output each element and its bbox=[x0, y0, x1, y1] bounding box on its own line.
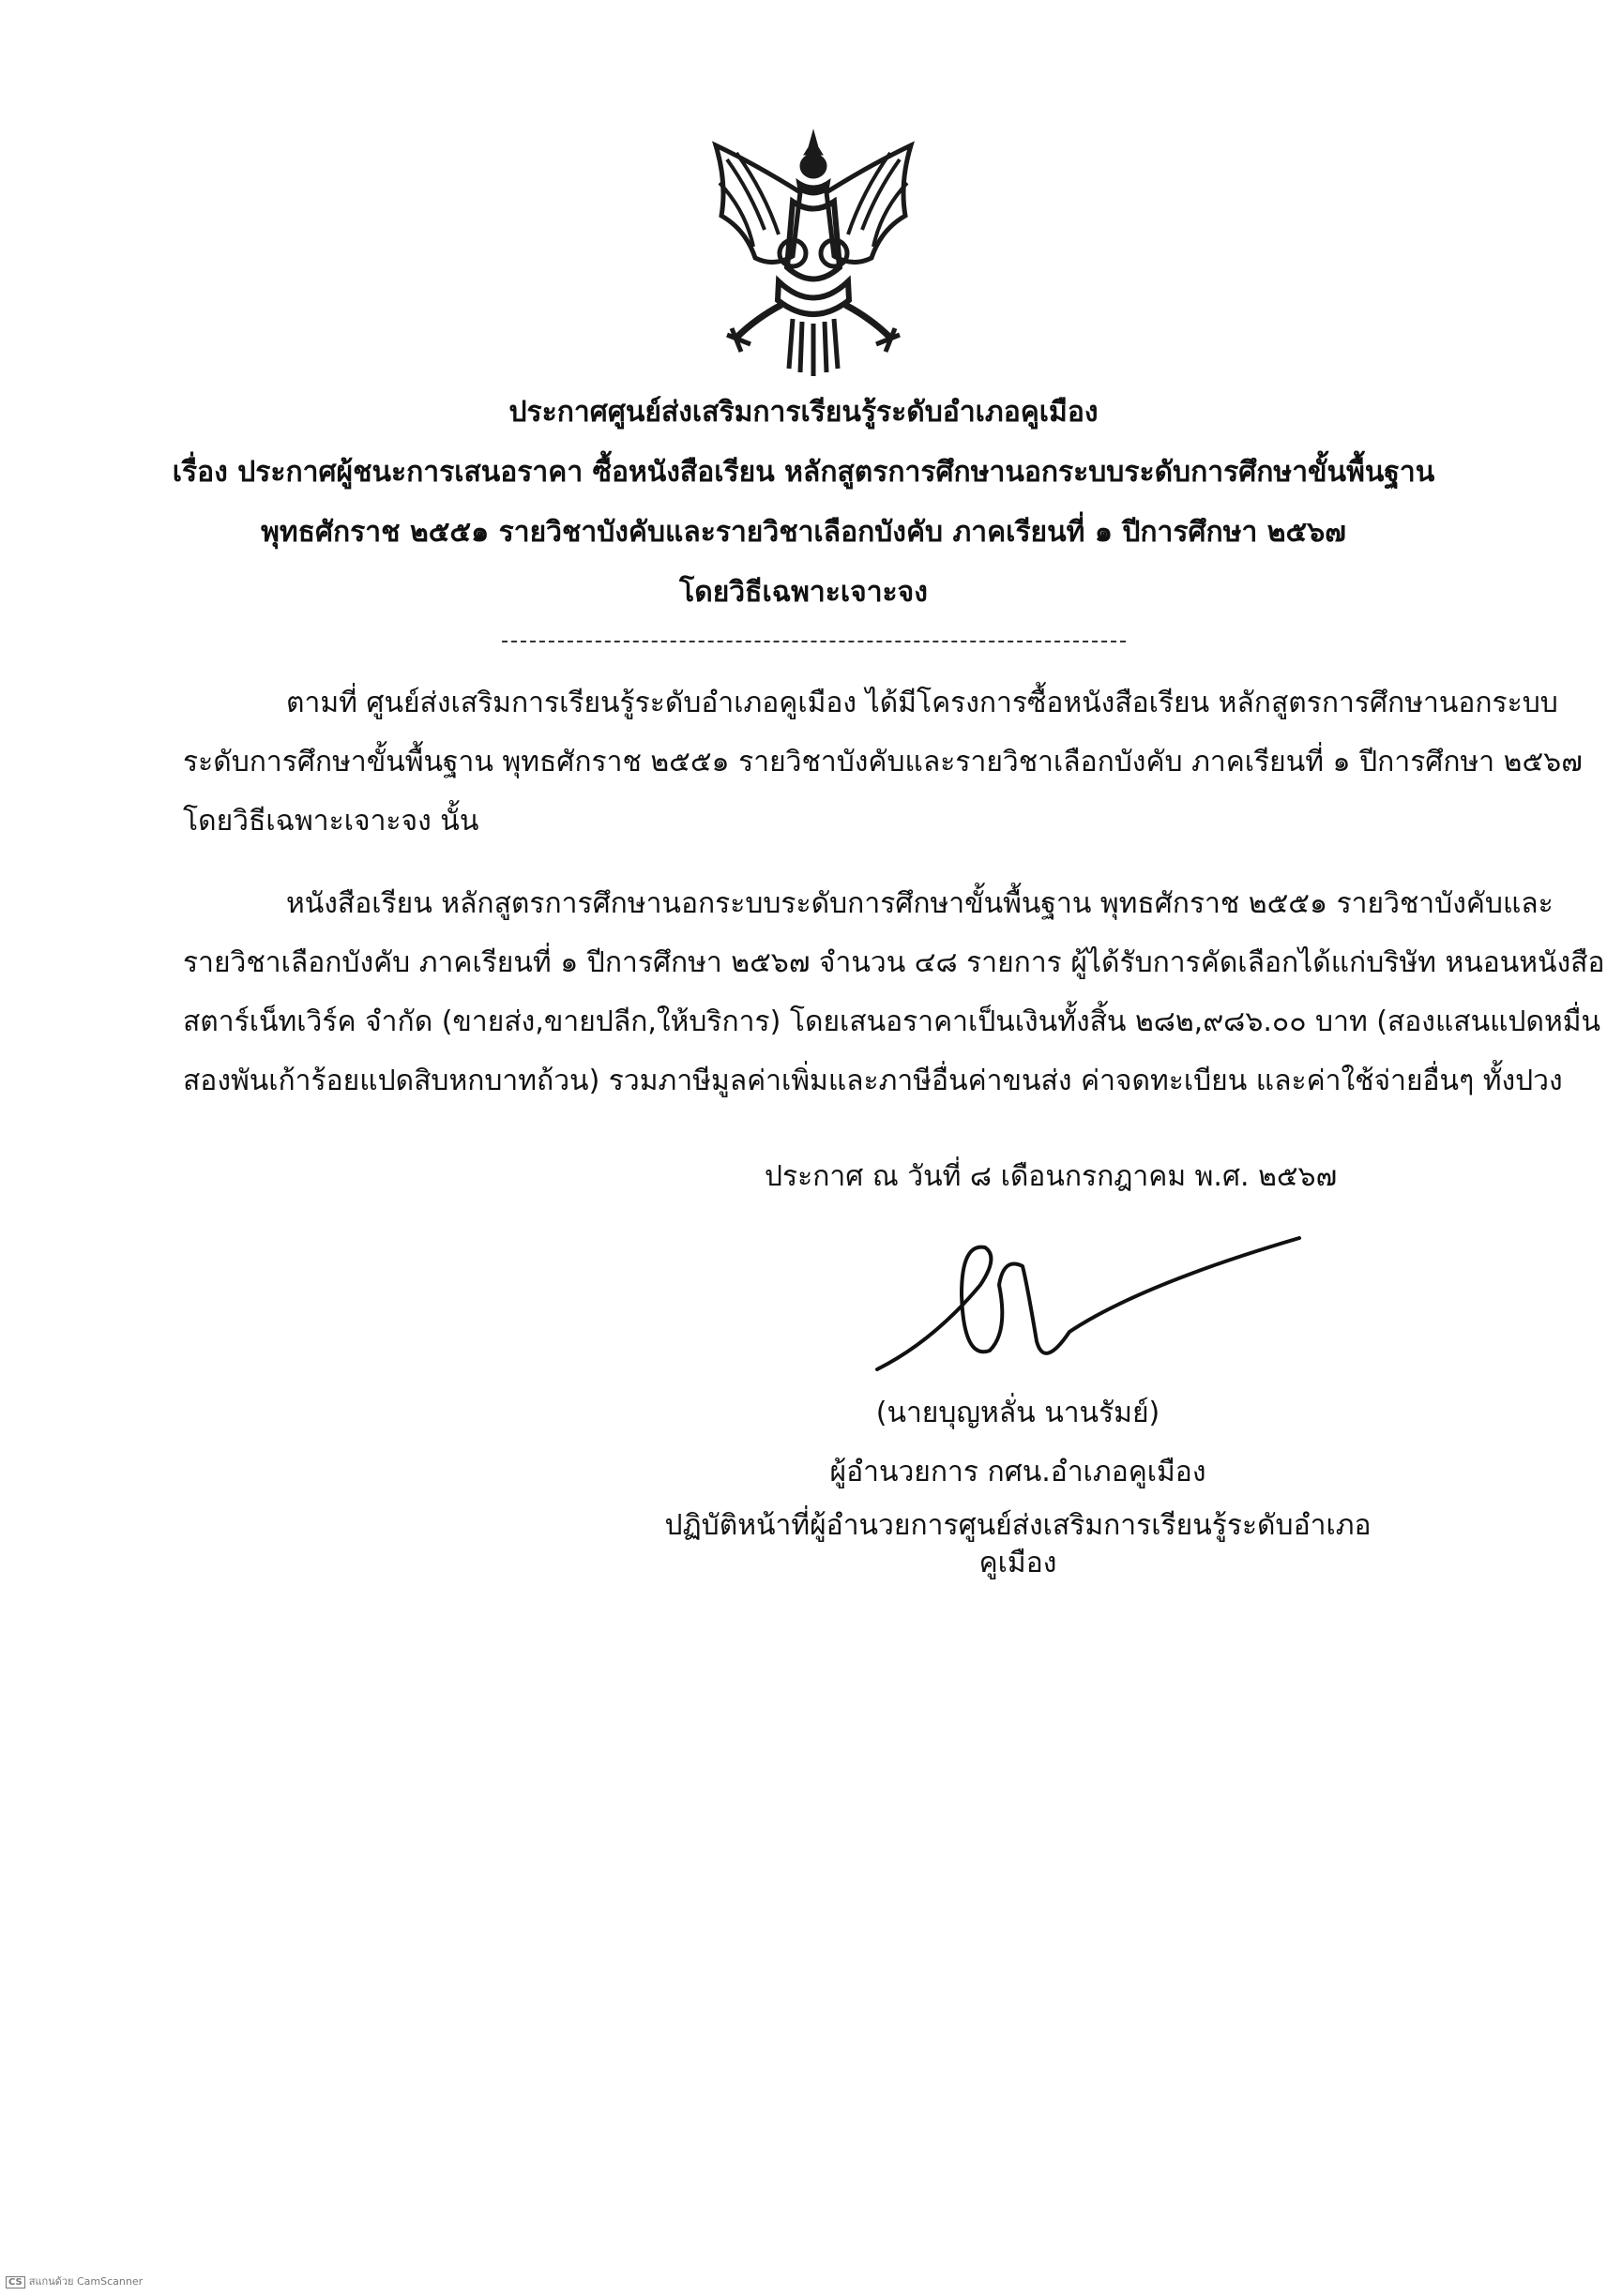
camscanner-watermark bbox=[6, 2273, 143, 2289]
para1-line-2: ระดับการศึกษาขั้นพื้นฐาน พุทธศักราช ๒๕๕๑ รายวิชาบังคับและรายวิชาเลือกบังคับ ภาคเรียนที่ ๑ ปีการศึกษา ๒๕๖๗ bbox=[183, 746, 1583, 778]
subject-line-3: พุทธศักราช ๒๕๕๑ รายวิชาบังคับและรายวิชาเลือกบังคับ ภาคเรียนที่ ๑ ปีการศึกษา ๒๕๖๗ bbox=[261, 516, 1346, 549]
signer-position: ผู้อำนวยการ กศน.อำเภอคูเมือง bbox=[829, 1456, 1206, 1488]
signer-acting-position: ปฏิบัติหน้าที่ผู้อำนวยการศูนย์ส่งเสริมการเรียนรู้ระดับอำเภอคูเมือง bbox=[664, 1509, 1372, 1579]
title-line-1: ประกาศศูนย์ส่งเสริมการเรียนรู้ระดับอำเภอคูเมือง bbox=[508, 396, 1099, 429]
separator-line bbox=[502, 641, 1126, 642]
para1-line-3: โดยวิธีเฉพาะเจาะจง นั้น bbox=[183, 805, 479, 838]
garuda-emblem bbox=[699, 127, 929, 380]
announce-date: ประกาศ ณ วันที่ ๘ เดือนกรกฎาคม พ.ศ. ๒๕๖๗ bbox=[765, 1160, 1338, 1193]
para2-line-2: รายวิชาเลือกบังคับ ภาคเรียนที่ ๑ ปีการศึกษา ๒๕๖๗ จำนวน ๔๘ รายการ ผู้ได้รับการคัดเลือกได้แก่บริษัท หนอนหนังสือ bbox=[183, 946, 1605, 979]
camscanner-text: สแกนด้วย CamScanner bbox=[28, 2275, 144, 2288]
subject-line-4: โดยวิธีเฉพาะเจาะจง bbox=[679, 576, 928, 609]
handwritten-signature bbox=[858, 1229, 1346, 1416]
para1-line-1: ตามที่ ศูนย์ส่งเสริมการเรียนรู้ระดับอำเภอคูเมือง ได้มีโครงการซื้อหนังสือเรียน หลักสูตรการศึกษานอกระบบ bbox=[286, 687, 1558, 719]
subject-line-2: เรื่อง ประกาศผู้ชนะการเสนอราคา ซื้อหนังสือเรียน หลักสูตรการศึกษานอกระบบระดับการศึกษาขั้นพื้นฐาน bbox=[172, 456, 1435, 489]
signer-name: (นายบุญหลั่น นานรัมย์) bbox=[875, 1397, 1160, 1429]
para2-line-4: สองพันเก้าร้อยแปดสิบหกบาทถ้วน) รวมภาษีมูลค่าเพิ่มและภาษีอื่นค่าขนส่ง ค่าจดทะเบียน และค่าใช้จ่ายอื่นๆ ทั้งปวง bbox=[183, 1065, 1563, 1097]
camscanner-badge: CS bbox=[6, 2276, 25, 2288]
para2-line-3: สตาร์เน็ทเวิร์ค จำกัด (ขายส่ง,ขายปลีก,ให้บริการ) โดยเสนอราคาเป็นเงินทั้งสิ้น ๒๘๒,๙๘๖.๐๐ บาท (สองแสนแปดหมื่น bbox=[183, 1005, 1601, 1038]
para2-line-1: หนังสือเรียน หลักสูตรการศึกษานอกระบบระดับการศึกษาขั้นพื้นฐาน พุทธศักราช ๒๕๕๑ รายวิชาบังคับและ bbox=[286, 887, 1554, 920]
